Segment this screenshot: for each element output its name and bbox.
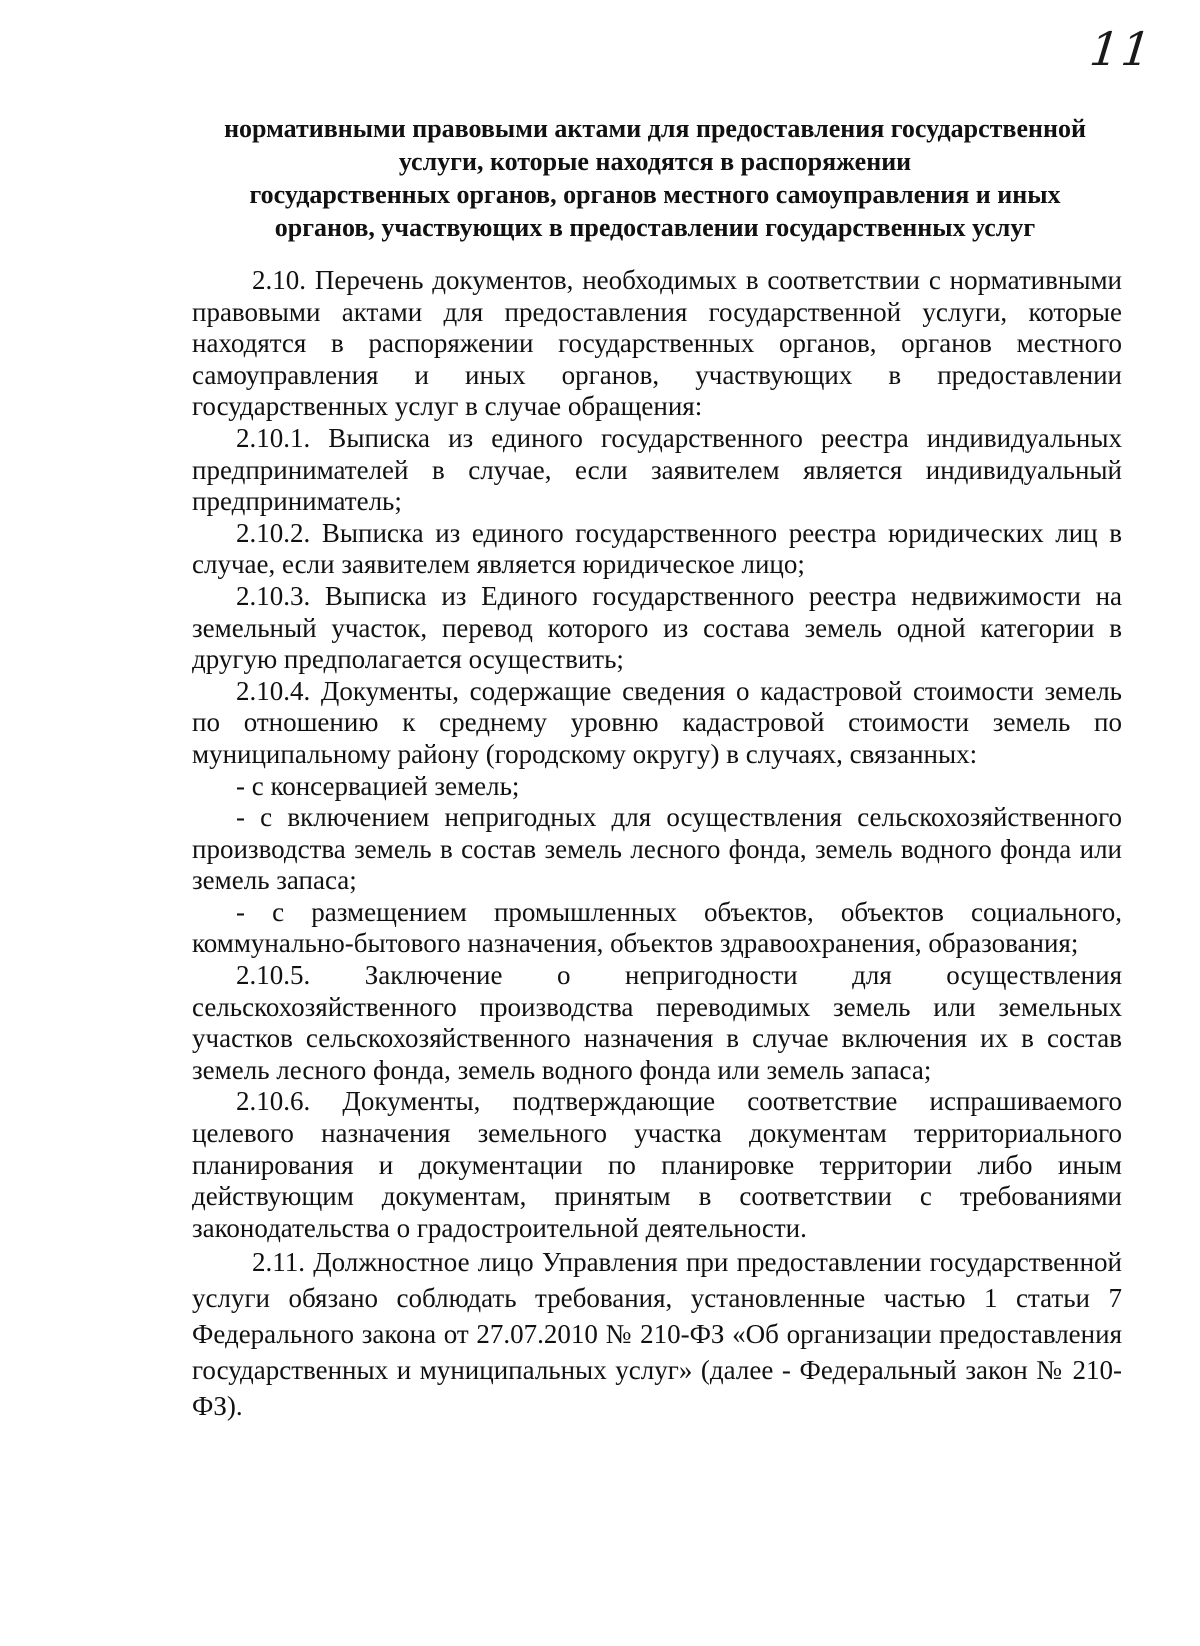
paragraph-2-10-5: 2.10.5. Заключение о непригодности для осуществления сельскохозяйственного производства переводимых земель или земельных участков сельскохозяйственного назначения в случае включения их в состав земель лесного фонда, земель водного фонда или земель запаса; [192, 960, 1122, 1085]
paragraph-2-10-2: 2.10.2. Выписка из единого государственного реестра юридических лиц в случае, если заявителем является юридическое лицо; [192, 517, 1122, 580]
paragraph-2-10-1: 2.10.1. Выписка из единого государственного реестра индивидуальных предпринимателей в случае, если заявителем является индивидуальный предприниматель; [192, 422, 1122, 517]
section-heading [190, 112, 1120, 244]
paragraph-2-10-3: 2.10.3. Выписка из Единого государственного реестра недвижимости на земельный участок, перевод которого из состава земель одной категории в другую предполагается осуществить; [192, 580, 1122, 675]
heading-line: органов, участвующих в предоставлении государственных услуг [274, 213, 1036, 242]
heading-line: нормативными правовыми актами для предоставления государственной [224, 114, 1086, 143]
page-number: 11 [1087, 22, 1156, 76]
paragraph-2-10-4: 2.10.4. Документы, содержащие сведения о кадастровой стоимости земель по отношению к среднему уровню кадастровой стоимости земель по муниципальному району (городскому округу) в случаях, связанных: [192, 675, 1122, 769]
paragraph-2-10-6: 2.10.6. Документы, подтверждающие соответствие испрашиваемого целевого назначения земельного участка документам территориального планирования и документации по планировке территории либо иным действующим документам, принятым в соответствии с требованиями законодательства о градостроительной деятельности. [192, 1086, 1122, 1243]
heading-line: услуги, которые находятся в распоряжении [398, 147, 912, 176]
list-item: - с консервацией земель; [236, 770, 520, 801]
paragraph-2-10: 2.10. Перечень документов, необходимых в соответствии с нормативными правовыми актами для предоставления государственной услуги, которые находятся в распоряжении государственных органов, органов местного самоуправления и иных органов, участвующих в предоставлении государственных услуг в случае обращения: [192, 265, 1122, 422]
heading-line: государственных органов, органов местного самоуправления и иных [249, 180, 1061, 209]
list-item: - с включением непригодных для осуществления сельскохозяйственного производства земель в состав земель лесного фонда, земель водного фонда или земель запаса; [192, 802, 1122, 896]
paragraph-2-11: 2.11. Должностное лицо Управления при предоставлении государственной услуги обязано соблюдать требования, установленные частью 1 статьи 7 Федерального закона от 27.07.2010 № 210-ФЗ «Об организации предоставления государственных и муниципальных услуг» (далее - Федеральный закон № 210-ФЗ). [192, 1247, 1122, 1422]
document-body [192, 265, 1122, 1424]
list-item: - с размещением промышленных объектов, объектов социального, коммунально-бытового назначения, объектов здравоохранения, образования; [192, 896, 1122, 959]
